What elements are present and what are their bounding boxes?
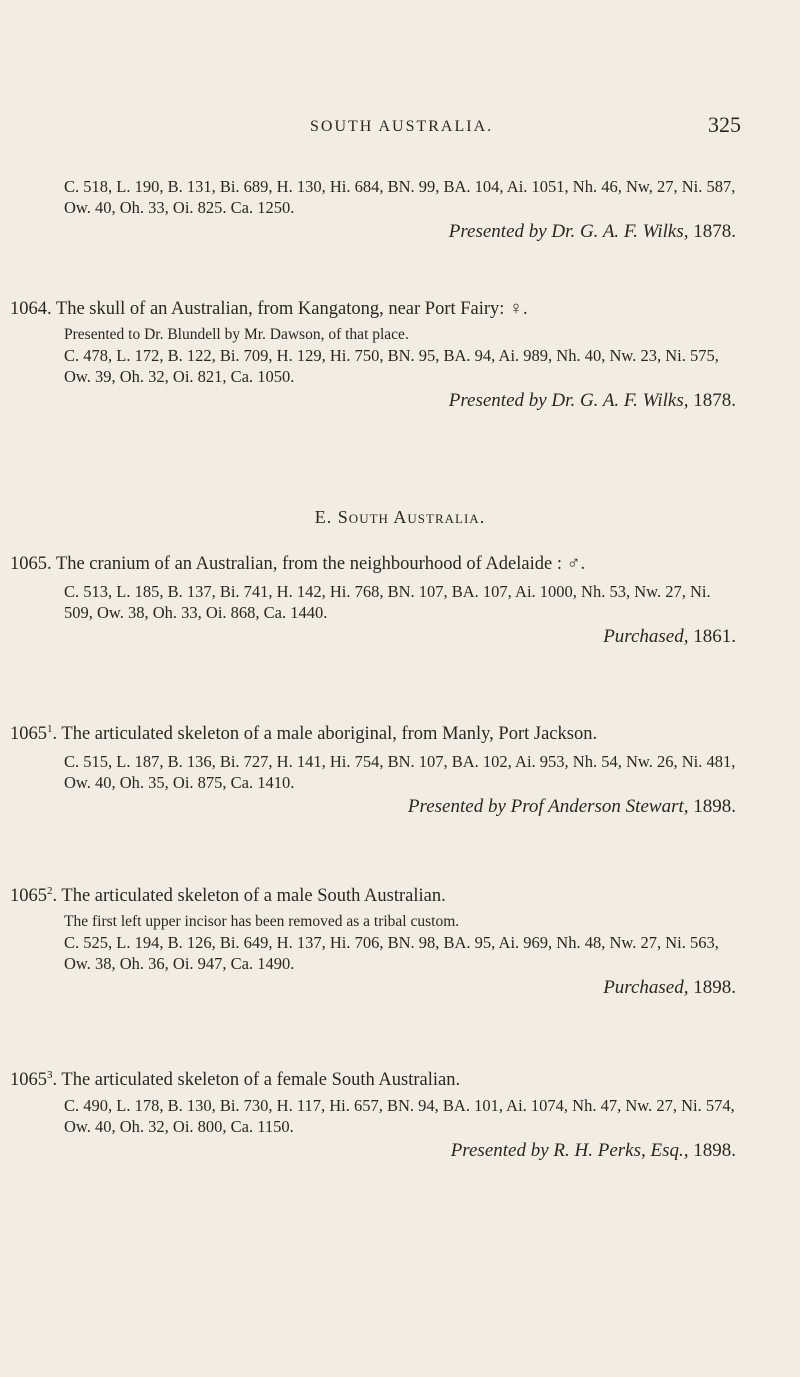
credit-year: 1898.	[693, 796, 736, 818]
entry-title: The articulated skeleton of a male South Australian.	[61, 886, 446, 907]
entry-number-sup: 3	[47, 1069, 53, 1081]
section-heading-text: E. South Australia.	[314, 507, 486, 527]
catalogue-entry	[10, 553, 736, 649]
credit-text: Purchased,	[603, 626, 689, 647]
entry-title-line: 1065$^3$. The articulated skeleton of a female South Australian.	[10, 1069, 461, 1091]
entry-number-sup: 2	[47, 885, 53, 897]
measurements: C. 513, L. 185, B. 137, Bi. 741, H. 142, Hi. 768, BN. 107, BA. 107, Ai. 1000, Nh. 53, Nw. 27, Ni. 509, Ow. 38, Oh. 33, Oi. 868, Ca. 1440.	[64, 582, 711, 622]
measurements: C. 515, L. 187, B. 136, Bi. 727, H. 141, Hi. 754, BN. 107, BA. 102, Ai. 953, Nh. 54, Nw. 26, Ni. 481, Ow. 40, Oh. 35, Oi. 875, Ca. 1410.	[64, 752, 736, 793]
catalogue-entry	[10, 880, 736, 1000]
entry-number: 1065.	[10, 554, 52, 574]
entry-title: The cranium of an Australian, from the neighbourhood of Adelaide : ♂.	[55, 554, 586, 574]
entry-number: 1065	[10, 886, 47, 907]
measurements: C. 518, L. 190, B. 131, Bi. 689, H. 130, Hi. 684, BN. 99, BA. 104, Ai. 1051, Nh. 46, Nw, 27, Ni. 587, Ow. 40, Oh. 33, Oi. 825. Ca. 1250.	[64, 177, 736, 217]
entry-title: The articulated skeleton of a female South Australian.	[61, 1070, 461, 1091]
credit-year: 1878.	[693, 390, 736, 411]
credit-line	[64, 220, 736, 244]
continuation-entry	[64, 176, 736, 244]
credit-year: 1898.	[693, 1140, 736, 1162]
catalogue-entry	[10, 1064, 736, 1163]
credit-year: 1898.	[693, 977, 736, 999]
credit-text: Presented by Prof Anderson Stewart,	[407, 796, 689, 818]
catalogue-entry	[10, 298, 736, 413]
credit-line	[10, 795, 736, 819]
credit-year: 1861.	[693, 626, 736, 647]
credit-year: 1878.	[693, 221, 736, 242]
entry-title: The articulated skeleton of a male aboriginal, from Manly, Port Jackson.	[61, 724, 598, 745]
credit-text: Presented by Dr. G. A. F. Wilks,	[448, 221, 689, 242]
entry-note: Presented to Dr. Blundell by Mr. Dawson, of that place.	[64, 326, 409, 343]
credit-line	[10, 1139, 736, 1163]
credit-text: Presented by R. H. Perks, Esq.,	[450, 1140, 689, 1162]
credit-text: Purchased,	[603, 977, 689, 999]
entry-number: 1064.	[10, 299, 52, 319]
entry-title: The skull of an Australian, from Kangatong, near Port Fairy: ♀.	[55, 299, 528, 319]
entry-title-line: 1065$^1$. The articulated skeleton of a male aboriginal, from Manly, Port Jackson.	[10, 723, 598, 745]
entry-number-sup: 1	[47, 723, 53, 735]
section-heading	[0, 507, 800, 528]
catalogue-entry	[10, 718, 736, 819]
credit-line	[10, 976, 736, 1000]
credit-line	[10, 389, 736, 413]
entry-title-line	[10, 553, 736, 575]
measurements: C. 478, L. 172, B. 122, Bi. 709, H. 129, Hi. 750, BN. 95, BA. 94, Ai. 989, Nh. 40, Nw. 23, Ni. 575, Ow. 39, Oh. 32, Oi. 821, Ca. 1050.	[64, 346, 719, 386]
entry-number: 1065	[10, 724, 47, 745]
measurements: C. 525, L. 194, B. 126, Bi. 649, H. 137, Hi. 706, BN. 98, BA. 95, Ai. 969, Nh. 48, Nw. 27, Ni. 563, Ow. 38, Oh. 36, Oi. 947, Ca. 1490.	[64, 933, 719, 974]
page-number: 325	[708, 112, 741, 137]
page-header	[0, 112, 800, 148]
running-title: SOUTH AUSTRALIA.	[310, 118, 494, 135]
entry-note: The first left upper incisor has been removed as a tribal custom.	[64, 913, 460, 931]
credit-text: Presented by Dr. G. A. F. Wilks,	[448, 390, 689, 411]
credit-line	[10, 625, 736, 649]
entry-number: 1065	[10, 1070, 47, 1091]
entry-title-line: 1065$^2$. The articulated skeleton of a male South Australian.	[10, 885, 446, 907]
entry-title-line	[10, 298, 736, 320]
measurements: C. 490, L. 178, B. 130, Bi. 730, H. 117, Hi. 657, BN. 94, BA. 101, Ai. 1074, Nh. 47, Nw. 27, Ni. 574, Ow. 40, Oh. 32, Oi. 800, Ca. 1150.	[64, 1096, 735, 1137]
